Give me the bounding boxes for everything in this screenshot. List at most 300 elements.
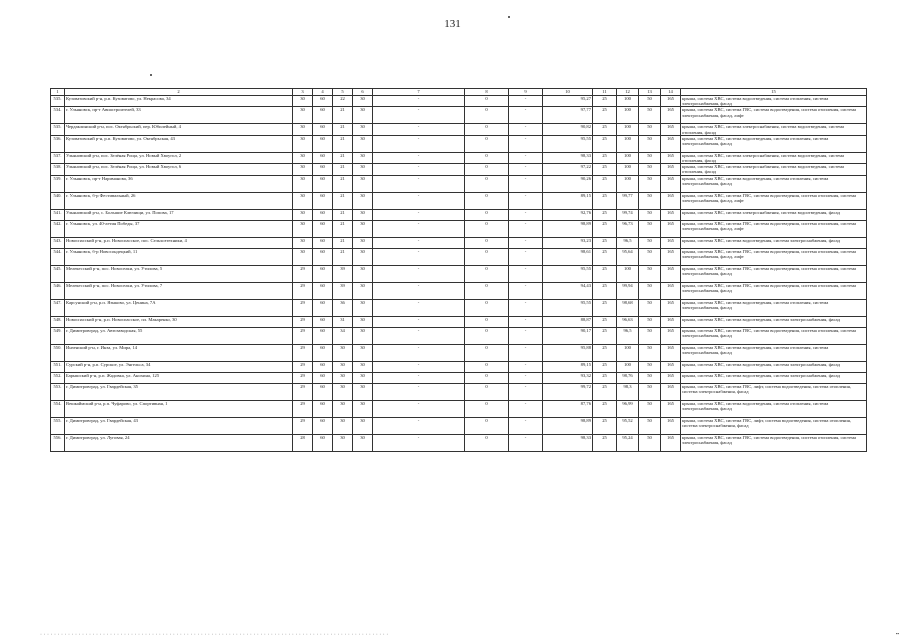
table-cell-col-3: 29 <box>293 383 313 400</box>
table-cell-col-12: 99,77 <box>617 192 639 209</box>
table-cell-col-5: 34 <box>333 327 353 344</box>
table-cell-col-10: 98,33 <box>543 152 593 163</box>
table-cell-col-3: 29 <box>293 299 313 316</box>
table-cell-col-1: 545. <box>51 265 65 282</box>
table-cell-col-9: - <box>509 237 543 248</box>
table-cell-col-11: 25 <box>593 237 617 248</box>
column-number: 11 <box>593 89 617 96</box>
table-cell-col-15: крыша, система ХВС, система электроснабжения, система водоотведения, фасад <box>681 209 867 220</box>
table-cell-col-9: - <box>509 299 543 316</box>
table-row <box>51 96 867 107</box>
table-cell-col-1: 553. <box>51 383 65 400</box>
table-cell-col-14: 165 <box>661 400 681 417</box>
table-cell-col-4: 60 <box>313 434 333 451</box>
table-cell-col-12: 100 <box>617 124 639 135</box>
table-cell-col-10: 90,26 <box>543 175 593 192</box>
table-cell-col-15: крыша, система ХВС, система ГВС, лифт, система водоотведения, система отопления, система электроснабжения, фасад <box>681 417 867 434</box>
table-cell-col-4: 60 <box>313 316 333 327</box>
table-cell-col-4: 60 <box>313 248 333 265</box>
table-cell-col-1: 544. <box>51 248 65 265</box>
table-cell-col-3: 30 <box>293 124 313 135</box>
table-cell-col-2: Новоспасский р-н, р.п. Новоспасское, пл. Макаренко, 30 <box>65 316 293 327</box>
table-cell-col-3: 29 <box>293 327 313 344</box>
table-cell-col-11: 25 <box>593 344 617 361</box>
table-cell-col-12: 100 <box>617 344 639 361</box>
table-cell-col-6: 30 <box>353 152 373 163</box>
table-cell-col-9: - <box>509 135 543 152</box>
table-cell-col-12: 100 <box>617 152 639 163</box>
table-cell-col-6: 30 <box>353 400 373 417</box>
table-cell-col-4: 60 <box>313 192 333 209</box>
table-cell-col-13: 50 <box>639 107 661 124</box>
table-cell-col-3: 30 <box>293 237 313 248</box>
table-cell-col-12: 95,24 <box>617 434 639 451</box>
table-cell-col-15: крыша, система ХВС, система электроснабжения, система водоотведения, система отопления, фасад <box>681 152 867 163</box>
table-cell-col-14: 165 <box>661 124 681 135</box>
table-cell-col-4: 60 <box>313 152 333 163</box>
table-cell-col-15: крыша, система ХВС, система ГВС, система водоотведения, система отопления, система электроснабжения, фасад <box>681 327 867 344</box>
table-cell-col-5: 21 <box>333 124 353 135</box>
table-cell-col-7: - <box>373 383 465 400</box>
table-cell-col-6: 30 <box>353 164 373 175</box>
table-cell-col-6: 30 <box>353 282 373 299</box>
table-cell-col-4: 60 <box>313 164 333 175</box>
table-row <box>51 400 867 417</box>
table-cell-col-4: 60 <box>313 237 333 248</box>
table-cell-col-11: 25 <box>593 282 617 299</box>
table-cell-col-3: 30 <box>293 192 313 209</box>
table-row <box>51 124 867 135</box>
column-number: 9 <box>509 89 543 96</box>
table-cell-col-10: 97,77 <box>543 107 593 124</box>
table-cell-col-7: - <box>373 96 465 107</box>
table-cell-col-6: 30 <box>353 135 373 152</box>
page-number: 131 <box>444 18 461 30</box>
table-cell-col-10: 87,76 <box>543 400 593 417</box>
table-cell-col-1: 554. <box>51 400 65 417</box>
table-cell-col-15: крыша, система ХВС, система ГВС, система водоотведения, система отопления, система электроснабжения, фасад, лифт <box>681 220 867 237</box>
table-cell-col-3: 28 <box>293 434 313 451</box>
table-cell-col-11: 25 <box>593 327 617 344</box>
table-cell-col-4: 60 <box>313 220 333 237</box>
table-cell-col-14: 165 <box>661 327 681 344</box>
table-cell-col-12: 96,63 <box>617 316 639 327</box>
table-row <box>51 209 867 220</box>
table-cell-col-4: 60 <box>313 282 333 299</box>
table-cell-col-2: Ульяновский р-н, пос. Зелёная Роща, ул. Новый Хвоугол, 2 <box>65 152 293 163</box>
table-cell-col-10: 89,15 <box>543 192 593 209</box>
table-cell-col-4: 60 <box>313 96 333 107</box>
table-cell-col-7: - <box>373 316 465 327</box>
table-cell-col-8: 0 <box>465 299 509 316</box>
table-cell-col-13: 50 <box>639 327 661 344</box>
table-cell-col-3: 29 <box>293 400 313 417</box>
table-cell-col-1: 539. <box>51 175 65 192</box>
table-cell-col-2: г. Ульяновск, ул. 40-летия Победы, 37 <box>65 220 293 237</box>
table-row <box>51 299 867 316</box>
table-cell-col-3: 30 <box>293 248 313 265</box>
table-cell-col-3: 29 <box>293 282 313 299</box>
table-cell-col-2: г. Димитровград, ул. Гвардейская, 43 <box>65 417 293 434</box>
table-cell-col-11: 25 <box>593 316 617 327</box>
table-cell-col-11: 25 <box>593 372 617 383</box>
table-row <box>51 383 867 400</box>
column-number: 6 <box>353 89 373 96</box>
table-row <box>51 135 867 152</box>
table-cell-col-15: крыша, система ХВС, система водоотведения, система отопления, система электроснабжения, фасад <box>681 96 867 107</box>
table-row <box>51 107 867 124</box>
table-cell-col-14: 165 <box>661 248 681 265</box>
table-cell-col-13: 50 <box>639 248 661 265</box>
table-cell-col-2: г. Димитровград, ул. Гвардейская, 35 <box>65 383 293 400</box>
table-cell-col-8: 0 <box>465 209 509 220</box>
table-cell-col-8: 0 <box>465 265 509 282</box>
table-row <box>51 434 867 451</box>
table-cell-col-8: 0 <box>465 434 509 451</box>
table-cell-col-13: 50 <box>639 237 661 248</box>
table-cell-col-3: 29 <box>293 361 313 372</box>
table-cell-col-10: 95,27 <box>543 96 593 107</box>
column-number: 13 <box>639 89 661 96</box>
table-cell-col-9: - <box>509 344 543 361</box>
table-cell-col-10: 95,55 <box>543 299 593 316</box>
table-cell-col-7: - <box>373 164 465 175</box>
table-cell-col-5: 21 <box>333 164 353 175</box>
table-cell-col-5: 30 <box>333 372 353 383</box>
table-cell-col-7: - <box>373 220 465 237</box>
table-cell-col-2: г. Димитровград, ул. Автозаводская, 55 <box>65 327 293 344</box>
table-cell-col-15: крыша, система ХВС, система водоотведения, система электроснабжения, фасад <box>681 361 867 372</box>
table-cell-col-7: - <box>373 192 465 209</box>
table-cell-col-7: - <box>373 434 465 451</box>
table-cell-col-3: 30 <box>293 107 313 124</box>
table-cell-col-13: 50 <box>639 209 661 220</box>
table-cell-col-13: 50 <box>639 192 661 209</box>
table-cell-col-15: крыша, система ХВС, система электроснабжения, система водоотведения, система отопления, фасад <box>681 164 867 175</box>
table-cell-col-10: 92,76 <box>543 209 593 220</box>
table-cell-col-10: 98,61 <box>543 248 593 265</box>
table-cell-col-9: - <box>509 248 543 265</box>
table-cell-col-12: 96,73 <box>617 220 639 237</box>
table-cell-col-2: Кузоватовский р-н, р.п. Кузоватово, ул. Октябрьская, 43 <box>65 135 293 152</box>
table-cell-col-13: 50 <box>639 400 661 417</box>
table-cell-col-7: - <box>373 344 465 361</box>
table-cell-col-6: 30 <box>353 175 373 192</box>
table-row <box>51 282 867 299</box>
table-cell-col-6: 30 <box>353 107 373 124</box>
table-cell-col-15: крыша, система ХВС, система ГВС, система водоотведения, система отопления, система электроснабжения, фасад, лифт <box>681 107 867 124</box>
table-row <box>51 220 867 237</box>
table-cell-col-6: 30 <box>353 209 373 220</box>
table-cell-col-12: 100 <box>617 175 639 192</box>
table-cell-col-1: 537. <box>51 152 65 163</box>
table-cell-col-11: 25 <box>593 192 617 209</box>
table-cell-col-14: 165 <box>661 96 681 107</box>
table-row <box>51 175 867 192</box>
table-cell-col-2: Вешкаймский р-н, р.п. Чуфарово, ул. Спортивная, 1 <box>65 400 293 417</box>
table-cell-col-6: 30 <box>353 299 373 316</box>
table-cell-col-14: 165 <box>661 192 681 209</box>
table-cell-col-14: 165 <box>661 175 681 192</box>
table-row <box>51 361 867 372</box>
table-cell-col-9: - <box>509 209 543 220</box>
column-number: 5 <box>333 89 353 96</box>
table-cell-col-14: 165 <box>661 164 681 175</box>
column-number-header-row <box>51 89 867 96</box>
table-cell-col-10: 89,15 <box>543 361 593 372</box>
table-cell-col-6: 30 <box>353 434 373 451</box>
table-cell-col-2: г. Ульяновск, пр-т Авиастроителей, 33 <box>65 107 293 124</box>
table-cell-col-13: 50 <box>639 282 661 299</box>
table-cell-col-5: 21 <box>333 135 353 152</box>
table-cell-col-4: 60 <box>313 209 333 220</box>
table-cell-col-2: Мелекесский р-н, пос. Новоселки, ул. Утилова, 7 <box>65 282 293 299</box>
table-cell-col-12: 98,3 <box>617 383 639 400</box>
table-cell-col-2: Карсунский р-н, р.п. Языково, ул. Ценина, 7А <box>65 299 293 316</box>
scan-speck <box>508 16 510 18</box>
table-cell-col-3: 30 <box>293 175 313 192</box>
table-cell-col-13: 50 <box>639 135 661 152</box>
table-cell-col-3: 30 <box>293 152 313 163</box>
column-number: 7 <box>373 89 465 96</box>
table-cell-col-3: 30 <box>293 164 313 175</box>
table-cell-col-10: 95,55 <box>543 135 593 152</box>
scan-speck <box>150 74 152 76</box>
table-cell-col-2: г. Димитровград, ул. Луговая, 24 <box>65 434 293 451</box>
table-cell-col-9: - <box>509 96 543 107</box>
table-cell-col-8: 0 <box>465 220 509 237</box>
table-cell-col-13: 50 <box>639 299 661 316</box>
table-cell-col-15: крыша, система ХВС, система ГВС, система водоотведения, система отопления, система электроснабжения, фасад, лифт <box>681 248 867 265</box>
table-cell-col-12: 95,52 <box>617 417 639 434</box>
table-cell-col-5: 21 <box>333 175 353 192</box>
table-cell-col-5: 30 <box>333 383 353 400</box>
table-cell-col-13: 50 <box>639 372 661 383</box>
table-cell-col-8: 0 <box>465 372 509 383</box>
table-cell-col-14: 165 <box>661 135 681 152</box>
table-cell-col-13: 50 <box>639 220 661 237</box>
table-cell-col-7: - <box>373 299 465 316</box>
table-cell-col-2: г. Ульяновск, б-р Новосондецкий, 11 <box>65 248 293 265</box>
table-cell-col-5: 21 <box>333 107 353 124</box>
table-cell-col-7: - <box>373 135 465 152</box>
table-cell-col-2: Инзенский р-н, г. Инза, ул. Мира, 14 <box>65 344 293 361</box>
column-number: 1 <box>51 89 65 96</box>
table-cell-col-10: 98,89 <box>543 417 593 434</box>
table-cell-col-10: 90,17 <box>543 327 593 344</box>
table-cell-col-14: 165 <box>661 344 681 361</box>
table-cell-col-14: 165 <box>661 361 681 372</box>
table-cell-col-10: 94,43 <box>543 282 593 299</box>
table-cell-col-8: 0 <box>465 248 509 265</box>
table-cell-col-6: 30 <box>353 316 373 327</box>
table-cell-col-8: 0 <box>465 344 509 361</box>
table-cell-col-2: г. Ульяновск, пр-т Нариманова, 36 <box>65 175 293 192</box>
table-cell-col-7: - <box>373 372 465 383</box>
table-cell-col-8: 0 <box>465 361 509 372</box>
table-cell-col-5: 30 <box>333 344 353 361</box>
table-cell-col-12: 99,94 <box>617 282 639 299</box>
table-cell-col-13: 50 <box>639 124 661 135</box>
table-cell-col-8: 0 <box>465 400 509 417</box>
table-cell-col-4: 60 <box>313 361 333 372</box>
table-cell-col-11: 25 <box>593 135 617 152</box>
table-cell-col-6: 30 <box>353 124 373 135</box>
table-cell-col-5: 30 <box>333 434 353 451</box>
table-cell-col-4: 60 <box>313 135 333 152</box>
table-cell-col-12: 100 <box>617 107 639 124</box>
table-cell-col-6: 30 <box>353 96 373 107</box>
table-cell-col-6: 30 <box>353 383 373 400</box>
column-number: 15 <box>681 89 867 96</box>
table-cell-col-13: 50 <box>639 96 661 107</box>
table-cell-col-9: - <box>509 434 543 451</box>
table-cell-col-15: крыша, система ХВС, система водоотведения, система отопления, система электроснабжения, фасад <box>681 400 867 417</box>
table-row <box>51 417 867 434</box>
table-cell-col-11: 25 <box>593 400 617 417</box>
table-cell-col-10: 97,22 <box>543 164 593 175</box>
table-cell-col-8: 0 <box>465 96 509 107</box>
table-cell-col-8: 0 <box>465 175 509 192</box>
table-cell-col-6: 30 <box>353 192 373 209</box>
table-cell-col-9: - <box>509 107 543 124</box>
table-cell-col-6: 30 <box>353 265 373 282</box>
table-cell-col-7: - <box>373 124 465 135</box>
table-cell-col-12: 100 <box>617 164 639 175</box>
table-cell-col-14: 165 <box>661 299 681 316</box>
table-cell-col-1: 535. <box>51 124 65 135</box>
table-cell-col-7: - <box>373 248 465 265</box>
table-cell-col-5: 39 <box>333 265 353 282</box>
table-cell-col-10: 99,72 <box>543 383 593 400</box>
table-cell-col-4: 60 <box>313 383 333 400</box>
table-cell-col-7: - <box>373 209 465 220</box>
table-cell-col-13: 50 <box>639 383 661 400</box>
table-cell-col-1: 551. <box>51 361 65 372</box>
table-cell-col-2: Чердаклинский р-н, пос. Октябрьский, пер. Юбилейный, 4 <box>65 124 293 135</box>
table-cell-col-10: 93,32 <box>543 372 593 383</box>
table-cell-col-10: 93,23 <box>543 237 593 248</box>
table-row <box>51 237 867 248</box>
table-cell-col-6: 30 <box>353 248 373 265</box>
table-cell-col-13: 50 <box>639 344 661 361</box>
table-cell-col-9: - <box>509 417 543 434</box>
table-cell-col-11: 25 <box>593 265 617 282</box>
table-cell-col-9: - <box>509 265 543 282</box>
column-number: 12 <box>617 89 639 96</box>
table-cell-col-7: - <box>373 282 465 299</box>
table-cell-col-14: 165 <box>661 209 681 220</box>
table-cell-col-5: 21 <box>333 220 353 237</box>
table-cell-col-14: 165 <box>661 383 681 400</box>
table-cell-col-12: 100 <box>617 361 639 372</box>
table-cell-col-15: крыша, система ХВС, система водоотведения, система электроснабжения, фасад <box>681 372 867 383</box>
table-cell-col-12: 98,76 <box>617 372 639 383</box>
table-cell-col-15: крыша, система ХВС, система ГВС, лифт, система водоотведения, система отопления, система электроснабжения, фасад <box>681 383 867 400</box>
table-cell-col-6: 30 <box>353 344 373 361</box>
table-cell-col-2: Барышский р-н, р.п. Жадовка, ул. Анохина, 125 <box>65 372 293 383</box>
table-cell-col-1: 550. <box>51 344 65 361</box>
table-cell-col-14: 165 <box>661 265 681 282</box>
table-cell-col-11: 25 <box>593 175 617 192</box>
table-cell-col-8: 0 <box>465 327 509 344</box>
table-cell-col-1: 536. <box>51 135 65 152</box>
table-cell-col-8: 0 <box>465 237 509 248</box>
table-cell-col-14: 165 <box>661 282 681 299</box>
table-cell-col-9: - <box>509 361 543 372</box>
table-cell-col-10: 98,89 <box>543 220 593 237</box>
table-row <box>51 327 867 344</box>
table-cell-col-2: Ульяновский р-н, с. Большие Ключищи, ул. Попова, 17 <box>65 209 293 220</box>
table-cell-col-3: 29 <box>293 372 313 383</box>
table-cell-col-4: 60 <box>313 175 333 192</box>
table-cell-col-10: 88,87 <box>543 316 593 327</box>
column-number: 4 <box>313 89 333 96</box>
table-cell-col-5: 39 <box>333 282 353 299</box>
table-cell-col-5: 31 <box>333 316 353 327</box>
table-cell-col-12: 96,5 <box>617 237 639 248</box>
table-cell-col-1: 534. <box>51 107 65 124</box>
table-cell-col-2: Мелекесский р-н, пос. Новоселки, ул. Утилова, 5 <box>65 265 293 282</box>
table-cell-col-15: крыша, система ХВС, система водоотведения, система отопления, система электроснабжения, фасад <box>681 135 867 152</box>
table-cell-col-8: 0 <box>465 124 509 135</box>
table-cell-col-12: 100 <box>617 96 639 107</box>
table-cell-col-11: 25 <box>593 434 617 451</box>
table-cell-col-1: 542. <box>51 220 65 237</box>
table-cell-col-7: - <box>373 265 465 282</box>
register-table <box>50 88 867 452</box>
table-cell-col-4: 60 <box>313 265 333 282</box>
table-cell-col-14: 165 <box>661 152 681 163</box>
table-cell-col-11: 25 <box>593 248 617 265</box>
table-cell-col-14: 165 <box>661 417 681 434</box>
table-cell-col-1: 543. <box>51 237 65 248</box>
table-cell-col-11: 25 <box>593 299 617 316</box>
table-cell-col-11: 25 <box>593 164 617 175</box>
table-cell-col-4: 60 <box>313 299 333 316</box>
table-cell-col-3: 30 <box>293 220 313 237</box>
table-cell-col-11: 25 <box>593 383 617 400</box>
table-row <box>51 265 867 282</box>
table-cell-col-4: 60 <box>313 124 333 135</box>
table-cell-col-5: 36 <box>333 299 353 316</box>
table-cell-col-2: Ульяновский р-н, пос. Зелёная Роща, ул. Новый Хвоугол, 6 <box>65 164 293 175</box>
table-cell-col-5: 22 <box>333 96 353 107</box>
column-number: 14 <box>661 89 681 96</box>
table-body <box>51 96 867 452</box>
table-cell-col-1: 538. <box>51 164 65 175</box>
table-cell-col-12: 100 <box>617 135 639 152</box>
table-cell-col-7: - <box>373 327 465 344</box>
table-cell-col-7: - <box>373 152 465 163</box>
table-cell-col-4: 60 <box>313 372 333 383</box>
table-cell-col-14: 165 <box>661 107 681 124</box>
table-cell-col-2: Сурский р-н, р.п. Сурское, ул. Энгельса, 34 <box>65 361 293 372</box>
table-cell-col-10: 90,82 <box>543 124 593 135</box>
table-cell-col-4: 60 <box>313 400 333 417</box>
table-cell-col-15: крыша, система ХВС, система водоотведения, система отопления, система электроснабжения, фасад <box>681 175 867 192</box>
table-cell-col-8: 0 <box>465 316 509 327</box>
table-cell-col-7: - <box>373 361 465 372</box>
table-cell-col-9: - <box>509 400 543 417</box>
table-cell-col-15: крыша, система ХВС, система ГВС, система водоотведения, система отопления, система электроснабжения, фасад, лифт <box>681 192 867 209</box>
table-cell-col-14: 165 <box>661 220 681 237</box>
table-cell-col-15: крыша, система ХВС, система водоотведения, система электроснабжения, фасад <box>681 316 867 327</box>
table-cell-col-3: 29 <box>293 316 313 327</box>
table-cell-col-6: 30 <box>353 237 373 248</box>
table-cell-col-1: 555. <box>51 417 65 434</box>
table-cell-col-12: 100 <box>617 265 639 282</box>
